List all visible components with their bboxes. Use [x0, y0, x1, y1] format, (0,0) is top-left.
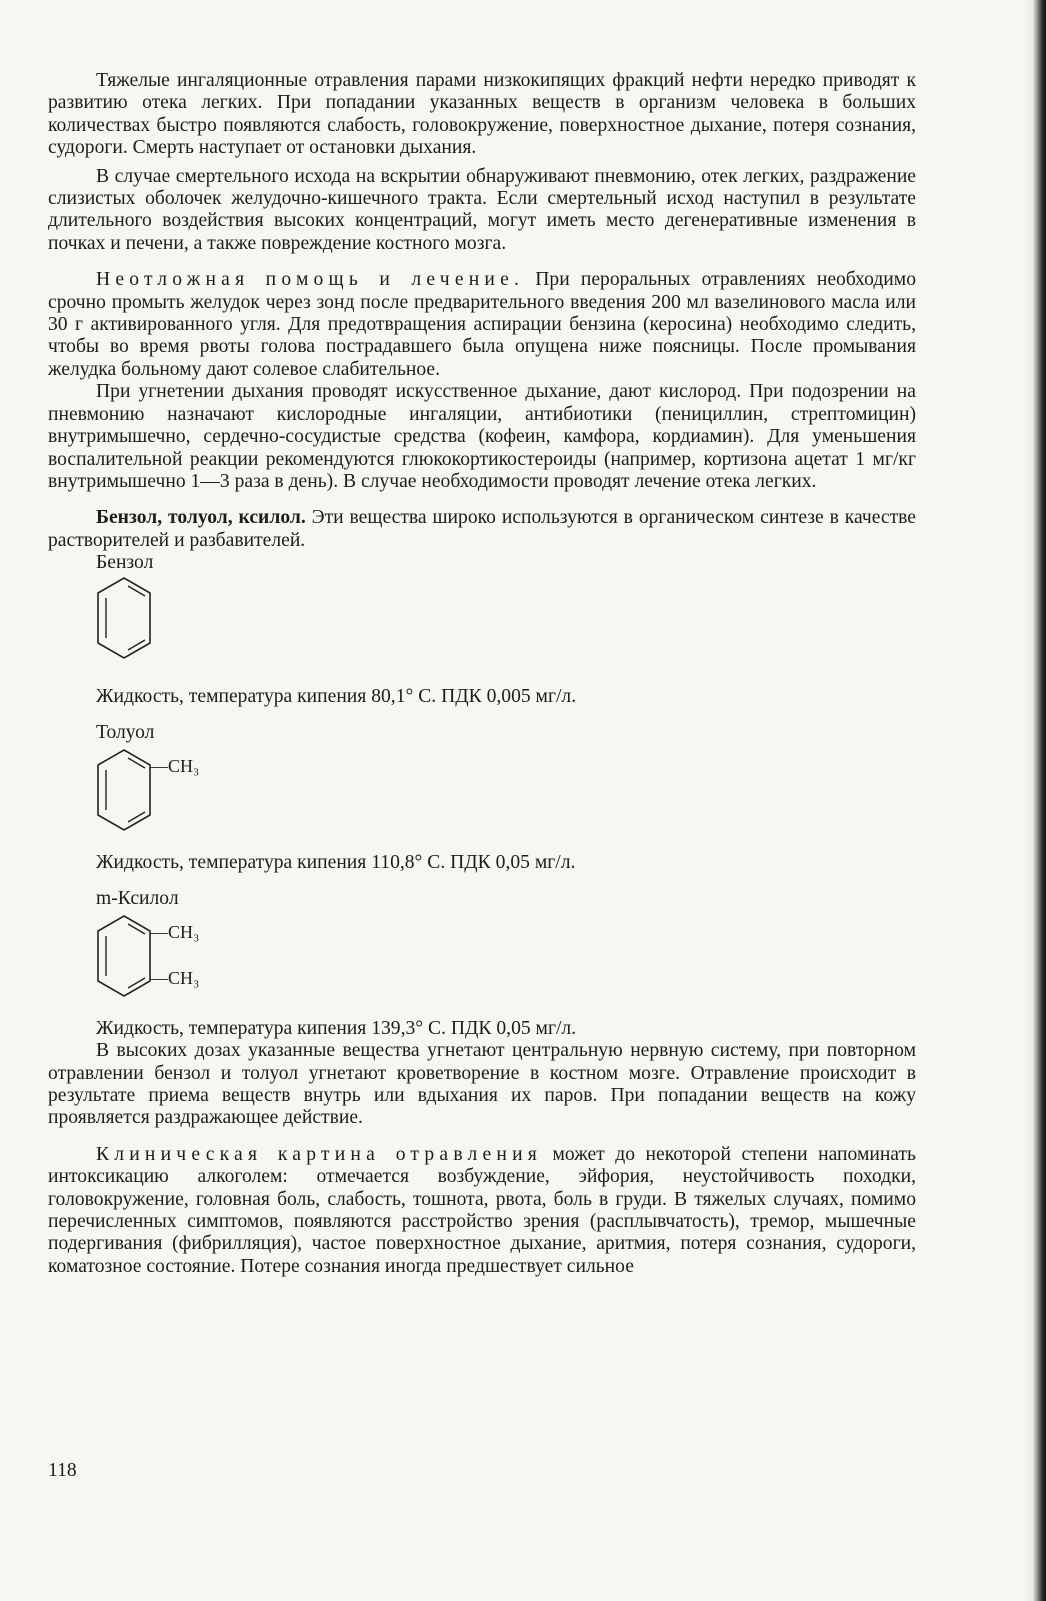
compound-props-toluene: Жидкость, температура кипения 110,8° С. ПДК 0,05 мг/л.: [96, 852, 576, 874]
toluene-structure: [96, 744, 916, 852]
compound-props-benzene: Жидкость, температура кипения 80,1° С. ПДК 0,005 мг/л.: [96, 686, 577, 708]
page-body: [48, 70, 916, 1278]
paragraph-aromatics-text: Эти вещества широко используются в органическом синтезе в качестве растворителей и разбавителей.: [48, 507, 916, 551]
xylene-ring-icon: [96, 910, 156, 1018]
compound-name-benzene: Бензол: [96, 552, 154, 574]
paragraph-inhalation: Тяжелые ингаляционные отравления парами низкокипящих фракций нефти нередко приводят к развитию отека легких. При попадании указанных веществ в организм человека в больших количествах быстро появляются слабость, головокружение, поверхностное дыхание, потеря сознания, судороги. Смерть наступает от остановки дыхания.: [48, 70, 916, 159]
methyl-group-label: —CH₃: [150, 756, 200, 777]
benzene-ring-icon: [96, 574, 216, 686]
section-heading-emergency: Неотложная помощь и лечение.: [96, 269, 525, 291]
methyl-group-label-1: —CH₃: [150, 922, 200, 943]
paragraph-clinical-picture: [48, 1144, 916, 1278]
section-heading-aromatics: Бензол, толуол, ксилол.: [96, 507, 306, 529]
compound-name-xylene: m-Ксилол: [96, 888, 179, 910]
paragraph-respiratory: При угнетении дыхания проводят искусственное дыхание, дают кислород. При подозрении на пневмонию назначают кислородные ингаляции, антибиотики (пенициллин, стрептомицин) внутримышечно, сердечно-сосудистые средства (кофеин, камфора, кордиамин). Для уменьшения воспалительной реакции рекомендуются глюкокортикостероиды (например, кортизона ацетат 1 мг/кг внутримышечно 1—3 раза в день). В случае необходимости проводят лечение отека легких.: [48, 381, 916, 492]
paragraph-autopsy: В случае смертельного исхода на вскрытии обнаруживают пневмонию, отек легких, раздражение слизистых оболочек желудочно-кишечного тракта. Если смертельный исход наступил в результате длительного воздействия высоких концентраций, могут иметь место дегенеративные изменения в почках и печени, а также повреждение костного мозга.: [48, 165, 916, 254]
methyl-group-label-2: —CH₃: [150, 968, 200, 989]
paragraph-aromatics: [48, 507, 916, 552]
paragraph-toxic-effects: В высоких дозах указанные вещества угнетают центральную нервную систему, при повторном отравлении бензол и толуол угнетают кроветворение в костном мозге. Отравление происходит в результате приема веществ внутрь или вдыхания их паров. При попадании веществ на кожу проявляется раздражающее действие.: [48, 1040, 916, 1129]
paragraph-emergency-care: [48, 269, 916, 381]
scan-edge-shadow: [1024, 0, 1046, 1601]
benzene-structure: [96, 574, 916, 686]
xylene-structure: [96, 910, 916, 1018]
paragraph-clinical-text: может до некоторой степени напоминать интоксикацию алкоголем: отмечается возбуждение, эйфория, неустойчивость походки, головокружение, головная боль, слабость, тошнота, рвота, боль в груди. В тяжелых случаях, помимо перечисленных симптомов, появляются расстройство зрения (расплывчатость), тремор, мышечные подергивания (фибрилляция), частое поверхностное дыхание, аритмия, потеря сознания, судороги, коматозное состояние. Потере сознания иногда предшествует сильное: [48, 1143, 916, 1277]
page-number: 118: [48, 1460, 77, 1481]
section-heading-clinical: Клиническая картина отравления: [96, 1143, 542, 1165]
compound-props-xylene: Жидкость, температура кипения 139,3° С. ПДК 0,05 мг/л.: [96, 1018, 577, 1040]
compound-name-toluene: Толуол: [96, 722, 155, 744]
toluene-ring-icon: [96, 744, 156, 852]
paragraph-emergency-text: При пероральных отравлениях необходимо срочно промыть желудок через зонд после предварительного введения 200 мл вазелинового масла или 30 г активированного угля. Для предотвращения аспирации бензина (керосина) необходимо следить, чтобы во время рвоты голова пострадавшего была опущена ниже поясницы. После промывания желудка больному дают солевое слабительное.: [48, 269, 916, 380]
